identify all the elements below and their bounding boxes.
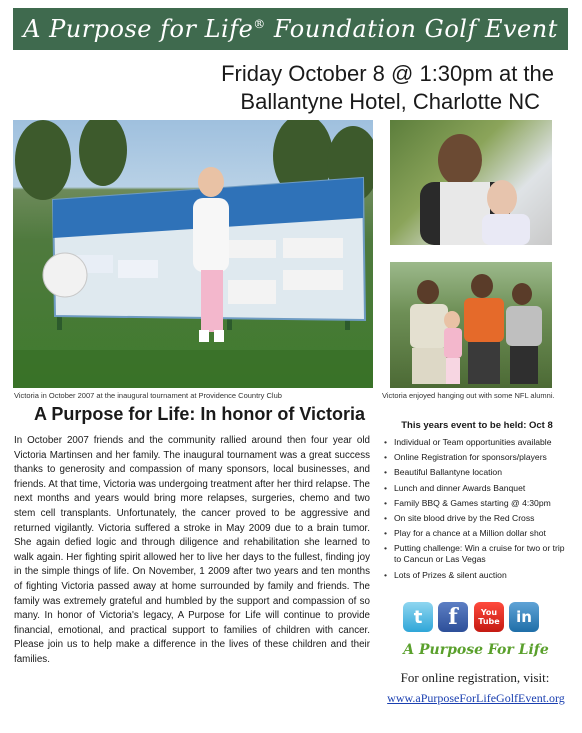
nfl-alumni-group-photo (390, 262, 552, 388)
article-title: A Purpose for Life: In honor of Victoria (34, 404, 366, 424)
nfl-photo-caption: Victoria enjoyed hanging out with some NFL alumni. (382, 391, 555, 400)
header-title (23, 15, 558, 43)
linkedin-icon[interactable] (509, 602, 539, 632)
title-text-rest: Foundation Golf Event (265, 15, 558, 43)
event-venue-line: Ballantyne Hotel, Charlotte NC (240, 89, 540, 114)
youtube-you-text: You (480, 608, 498, 617)
event-highlights-list (384, 437, 572, 585)
linkedin-icon-glyph: in (516, 608, 532, 626)
list-item: • Individual or Team opportunities available (384, 437, 572, 448)
registration-text: For online registration, visit: (400, 670, 550, 685)
list-item: • Family BBQ & Games starting @ 4:30pm (384, 498, 572, 509)
nfl-player-photo-illustration (390, 120, 552, 245)
tournament-photo-illustration (13, 120, 373, 388)
list-item: • Lunch and dinner Awards Banquet (384, 483, 572, 494)
tournament-photo-caption: Victoria in October 2007 at the inaugural tournament at Providence Country Club (14, 391, 282, 400)
list-item: • Play for a chance at a Million dollar shot (384, 528, 572, 539)
list-item: • On site blood drive by the Red Cross (384, 513, 572, 524)
twitter-icon-glyph: t (413, 606, 423, 628)
tournament-photo (13, 120, 373, 388)
youtube-tube-text: Tube (478, 617, 500, 626)
registration-link[interactable]: www.aPurposeForLifeGolfEvent.org (387, 691, 565, 705)
nfl-player-photo (390, 120, 552, 245)
list-item: • Online Registration for sponsors/players (384, 452, 572, 463)
registered-mark: ® (253, 17, 266, 31)
article-body: In October 2007 friends and the community rallied around then four year old Victoria Martinsen and her family. The inaugural tournament was a great success thanks to generosity and compassion of many sponsors, local businesses, and friends. At that time, Victoria was undergoing treatment after her third relapse. The next months and years would bring more relapses, surgeries, chemo and two stem cell transplants. Unfortunately, the cancer proved to be aggressive and returned vigilantly. Victoria suffered a stroke in May 2009 due to a brain tumor. She again defied logic and through diligence and rehabilitation she learned to walk again. Her fighting spirit allowed her to live her days to the fullest, finding joy in the simple things of life. On November, 1 2009 after two years and ten months of fighting Victoria passed away at home surrounded by family and friends. The family was extremely grateful and humbled by the support and compassion of so many. In honor of Victoria's legacy, A Purpose for Life will continue to provide financial, emotional, and practical support to families of children with cancer. Please join us to help make a difference in the lives of these children and their families. (14, 435, 370, 665)
header-banner (13, 8, 568, 50)
list-item: • Lots of Prizes & silent auction (384, 570, 572, 581)
twitter-icon[interactable] (403, 602, 433, 632)
event-highlights-heading: This years event to be held: Oct 8 (401, 420, 553, 431)
nfl-alumni-group-illustration (390, 262, 552, 388)
title-text: A Purpose for Life (23, 15, 254, 43)
facebook-icon[interactable] (438, 602, 468, 632)
facebook-icon-glyph: f (448, 604, 458, 630)
youtube-icon-glyph (474, 602, 504, 632)
event-date-line: Friday October 8 @ 1:30pm at the (221, 61, 554, 86)
list-item: • Beautiful Ballantyne location (384, 467, 572, 478)
youtube-icon[interactable] (474, 602, 504, 632)
brand-logo-text: A Purpose For Life (403, 642, 549, 658)
list-item: • Putting challenge: Win a cruise for two or trip to Cancun or Las Vegas (384, 543, 572, 565)
